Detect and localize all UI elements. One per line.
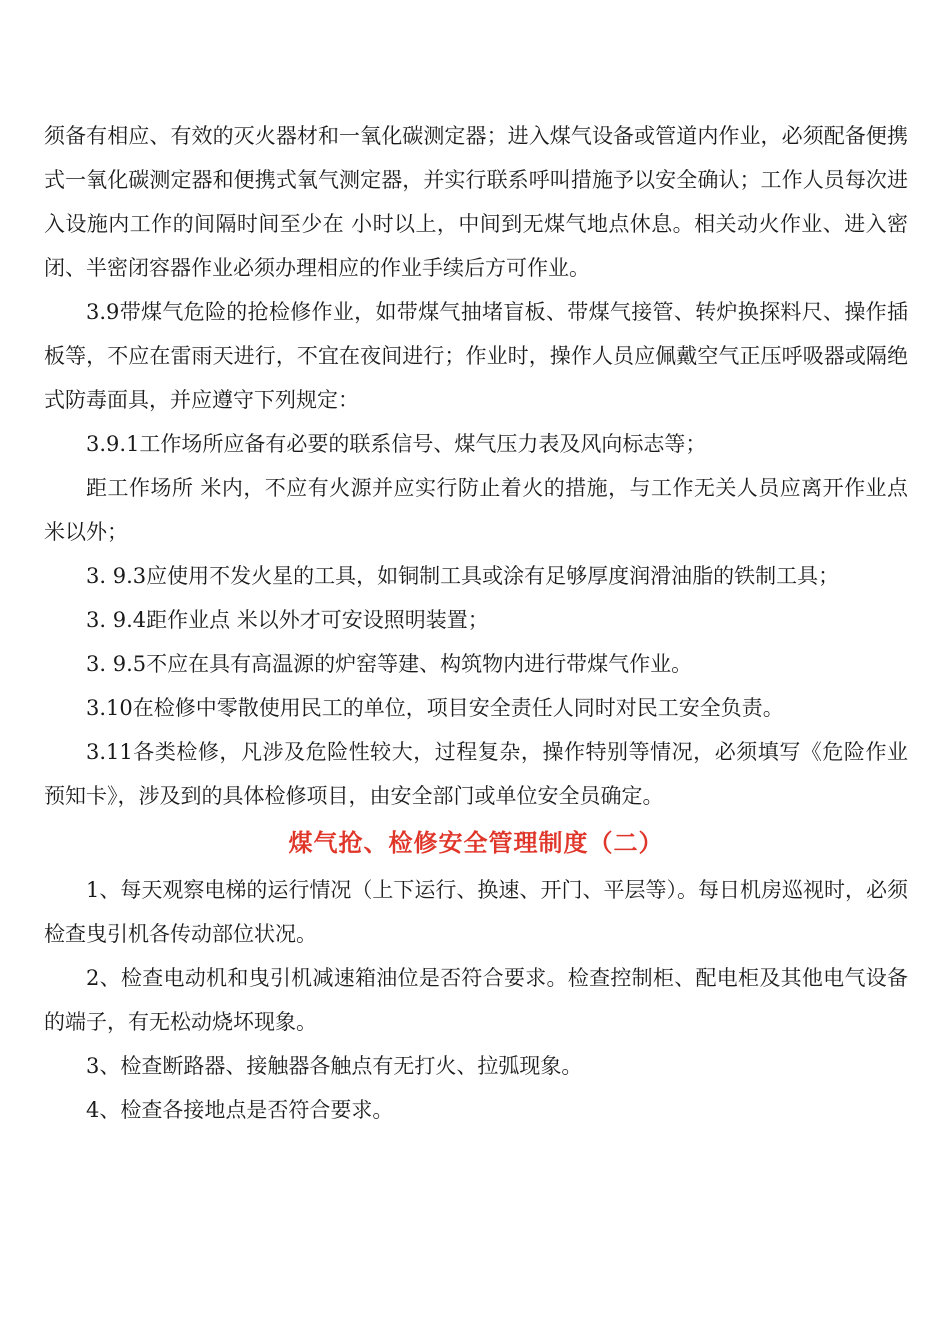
paragraph-3-9: 3.9带煤气危险的抢检修作业，如带煤气抽堵盲板、带煤气接管、转炉换探料尺、操作插板等，不应在雷雨天进行，不宜在夜间进行；作业时，操作人员应佩戴空气正压呼吸器或隔绝式防毒面具，并应遵守下列规定： [44, 300, 908, 412]
paragraph-3-9-4: 3. 9.4距作业点 米以外才可安设照明装置； [86, 608, 489, 632]
paragraph-3-11: 3.11各类检修，凡涉及危险性较大，过程复杂，操作特别等情况，必须填写《危险作业预知卡》，涉及到的具体检修项目，由安全部门或单位安全员确定。 [44, 740, 908, 808]
paragraph-item-4: 4、检查各接地点是否符合要求。 [86, 1098, 394, 1122]
paragraph-3-9-5: 3. 9.5不应在具有高温源的炉窑等建、构筑物内进行带煤气作业。 [86, 652, 693, 676]
paragraph-item-3: 3、检查断路器、接触器各触点有无打火、拉弧现象。 [86, 1054, 583, 1078]
section-title: 煤气抢、检修安全管理制度（二） [288, 829, 664, 857]
paragraph-3-10: 3.10在检修中零散使用民工的单位，项目安全责任人同时对民工安全负责。 [86, 696, 784, 720]
paragraph-3-9-1: 3.9.1工作场所应备有必要的联系信号、煤气压力表及风向标志等； [86, 432, 707, 456]
paragraph-item-1: 1、每天观察电梯的运行情况（上下运行、换速、开门、平层等）。每日机房巡视时，必须检查曳引机各传动部位状况。 [44, 878, 908, 946]
paragraph-continuation: 须备有相应、有效的灭火器材和一氧化碳测定器；进入煤气设备或管道内作业，必须配备便携式一氧化碳测定器和便携式氧气测定器，并实行联系呼叫措施予以安全确认；工作人员每次进入设施内工作的间隔时间至少在 小时以上，中间到无煤气地点休息。相关动火作业、进入密闭、半密闭容器作业必须办理相应的作业手续后方可作业。 [44, 124, 908, 280]
paragraph-3-9-2: 距工作场所 米内，不应有火源并应实行防止着火的措施，与工作无关人员应离开作业点 米以外； [44, 476, 908, 544]
paragraph-3-9-3: 3. 9.3应使用不发火星的工具，如铜制工具或涂有足够厚度润滑油脂的铁制工具； [86, 564, 840, 588]
paragraph-item-2: 2、检查电动机和曳引机减速箱油位是否符合要求。检查控制柜、配电柜及其他电气设备的端子，有无松动烧坏现象。 [44, 966, 908, 1034]
